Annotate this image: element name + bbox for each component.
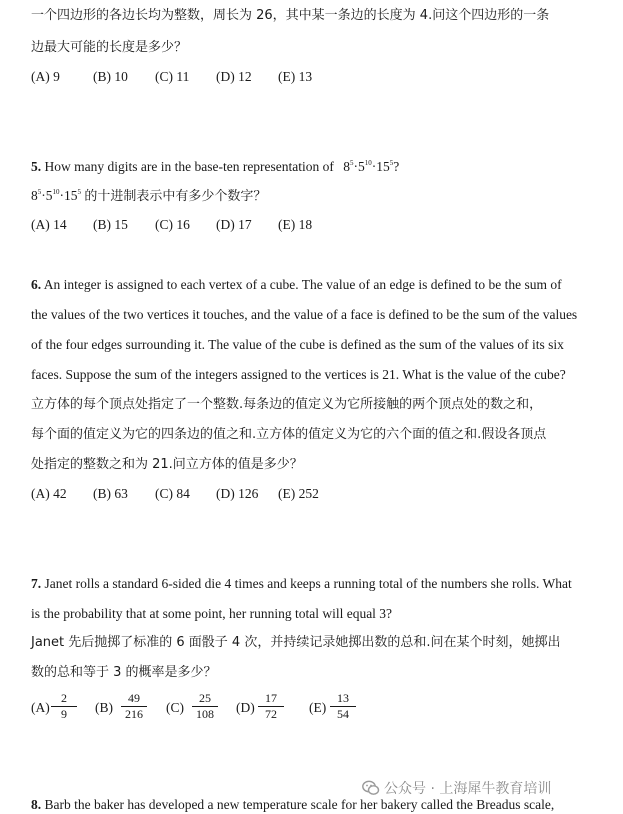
q6-option-a: (A) 42 <box>31 486 67 501</box>
q4-option-e: (E) 13 <box>278 69 313 84</box>
q4-option-b: (B) 10 <box>93 69 128 84</box>
q7-option-a-fraction: $\frac{2}{9}$ <box>51 692 77 721</box>
q6-option-e: (E) 252 <box>278 486 319 501</box>
q5-expression: $8^5\cdot 5^{10}\cdot 15^5$ <box>343 159 394 174</box>
q6-text-line-3: of the four edges surrounding it. The value of the cube is defined as the sum of the values of its six <box>31 337 564 352</box>
watermark-text: 公众号 · 上海犀牛教育培训 <box>384 781 552 797</box>
q7-option-b-fraction: $\frac{49}{216}$ <box>121 692 147 721</box>
q7-option-c-label: (C) <box>166 700 184 715</box>
q4-text-line-2: 边最大可能的长度是多少？ <box>31 40 188 55</box>
q7-text-zh-1: Janet 先后抛掷了标准的 6 面骰子 4 次，并持续记录她掷出数的总和.问在某个时刻，她掷出 <box>31 635 561 650</box>
q5-text-zh: 的十进制表示中有多少个数字？ <box>84 189 267 204</box>
q5-number: 5. <box>31 159 42 174</box>
q6-text-zh-1: 立方体的每个顶点处指定了一个整数.每条边的值定义为它所接触的两个顶点处的数之和， <box>31 397 543 412</box>
q7-option-d-label: (D) <box>236 700 255 715</box>
q7-option-d-fraction: $\frac{17}{72}$ <box>258 692 284 721</box>
q6-text-line-4: faces. Suppose the sum of the integers assigned to the vertices is 21. What is the value of the cube? <box>31 367 566 382</box>
q7-option-c-fraction: $\frac{25}{108}$ <box>192 692 218 721</box>
q5-question-zh <box>31 187 266 206</box>
q7-option-a-label: (A) <box>31 700 50 715</box>
q5-question-mark: ? <box>393 159 400 174</box>
q7-option-b-label: (B) <box>95 700 113 715</box>
q5-option-d: (D) 17 <box>216 217 252 232</box>
q5-option-b: (B) 15 <box>93 217 128 232</box>
q6-text-line-2: the values of the two vertices it touches, and the value of a face is defined to be the sum of the values <box>31 307 578 322</box>
q7-number: 7. <box>31 576 42 591</box>
q6-number: 6. <box>31 277 42 292</box>
q5-option-e: (E) 18 <box>278 217 313 232</box>
q6-option-d: (D) 126 <box>216 486 259 501</box>
q4-text-line-1: 一个四边形的各边长均为整数，周长为 26，其中某一条边的长度为 4.问这个四边形的一条 <box>31 8 550 23</box>
q4-option-c: (C) 11 <box>155 69 190 84</box>
q6-option-b: (B) 63 <box>93 486 128 501</box>
q5-question-en <box>31 158 399 176</box>
q7-text-line-2: is the probability that at some point, her running total will equal 3? <box>31 606 393 621</box>
q6-text-zh-2: 每个面的值定义为它的四条边的值之和.立方体的值定义为它的六个面的值之和.假设各顶点 <box>31 427 547 442</box>
q4-option-a: (A) 9 <box>31 69 60 84</box>
q5-option-a: (A) 14 <box>31 217 67 232</box>
q7-option-e-label: (E) <box>309 700 327 715</box>
q8-text-line-1: 8. Barb the baker has developed a new temperature scale for her bakery called the Breadus scale, <box>31 797 555 812</box>
q7-text-zh-2: 数的总和等于 3 的概率是多少？ <box>31 665 217 680</box>
q5-text: How many digits are in the base-ten representation of <box>44 159 334 174</box>
q7-text-line-1: 7. Janet rolls a standard 6-sided die 4 times and keeps a running total of the numbers she rolls. What <box>31 576 572 591</box>
q5-option-c: (C) 16 <box>155 217 190 232</box>
q6-text-zh-3: 处指定的整数之和为 21.问立方体的值是多少？ <box>31 457 303 472</box>
q5-expression-zh: $8^5\cdot 5^{10}\cdot 15^5$ <box>31 188 81 203</box>
q4-option-d: (D) 12 <box>216 69 252 84</box>
q7-option-e-fraction: $\frac{13}{54}$ <box>330 692 356 721</box>
q6-text-line-1: 6. An integer is assigned to each vertex of a cube. The value of an edge is defined to be the sum of <box>31 277 562 292</box>
q8-number: 8. <box>31 797 42 812</box>
q6-option-c: (C) 84 <box>155 486 190 501</box>
